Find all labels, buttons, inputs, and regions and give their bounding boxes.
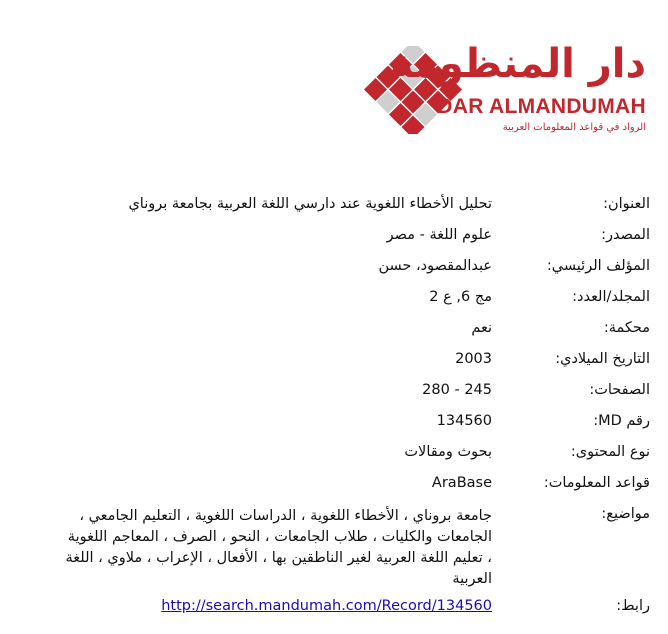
pages-value: 245 - 280 xyxy=(422,382,492,398)
link-value-cell xyxy=(62,598,492,614)
content-type-label: نوع المحتوى: xyxy=(570,444,650,460)
volume-value: مج 6, ع 2 xyxy=(429,289,492,305)
header xyxy=(0,0,668,180)
logo-arabic: دار المنظومة xyxy=(389,41,646,87)
link-row xyxy=(0,598,668,629)
title-row xyxy=(0,196,668,227)
databases-value: AraBase xyxy=(431,475,492,491)
content-type-row xyxy=(0,444,668,475)
pages-row xyxy=(0,382,668,413)
title-label: العنوان: xyxy=(603,196,650,212)
record-details xyxy=(0,196,668,629)
peer-reviewed-value: نعم xyxy=(471,320,492,336)
databases-label: قواعد المعلومات: xyxy=(543,475,650,491)
source-value: علوم اللغة - مصر xyxy=(386,227,492,243)
content-type-value: بحوث ومقالات xyxy=(404,444,492,460)
source-label: المصدر: xyxy=(601,227,650,243)
author-label: المؤلف الرئيسي: xyxy=(546,258,650,274)
link-label: رابط: xyxy=(616,598,650,614)
record-link[interactable]: http://search.mandumah.com/Record/134560 xyxy=(161,598,492,614)
author-row xyxy=(0,258,668,289)
md-number-label: رقم MD: xyxy=(593,413,650,429)
volume-row xyxy=(0,289,668,320)
md-number-row xyxy=(0,413,668,444)
subjects-label: مواضيع: xyxy=(601,506,650,522)
peer-reviewed-label: محكمة: xyxy=(603,320,650,336)
subjects-row xyxy=(0,506,668,598)
pages-label: الصفحات: xyxy=(589,382,650,398)
source-row xyxy=(0,227,668,258)
author-value: عبدالمقصود، حسن xyxy=(378,258,492,274)
databases-row xyxy=(0,475,668,506)
title-value: تحليل الأخطاء اللغوية عند دارسي اللغة العربية بجامعة بروناي xyxy=(128,196,492,212)
peer-reviewed-row xyxy=(0,320,668,351)
year-label: التاريخ الميلادي: xyxy=(555,351,650,367)
year-row xyxy=(0,351,668,382)
logo-tagline: الرواد في قواعد المعلومات العربية xyxy=(502,122,646,133)
subjects-value: جامعة بروناي ، الأخطاء اللغوية ، الدراسات اللغوية ، التعليم الجامعي ، الجامعات والكليات ، طلاب الجامعات ، النحو ، الصرف ، المعاجم اللغوية ، تعليم اللغة العربية لغير الناطقين بها ، الأفعال ، الإعراب ، ملاوي ، اللغة العربية xyxy=(65,508,492,587)
year-value: 2003 xyxy=(455,351,492,367)
logo-english: DAR ALMANDUMAH xyxy=(437,95,646,118)
md-number-value: 134560 xyxy=(436,413,492,429)
volume-label: المجلد/العدد: xyxy=(572,289,650,305)
